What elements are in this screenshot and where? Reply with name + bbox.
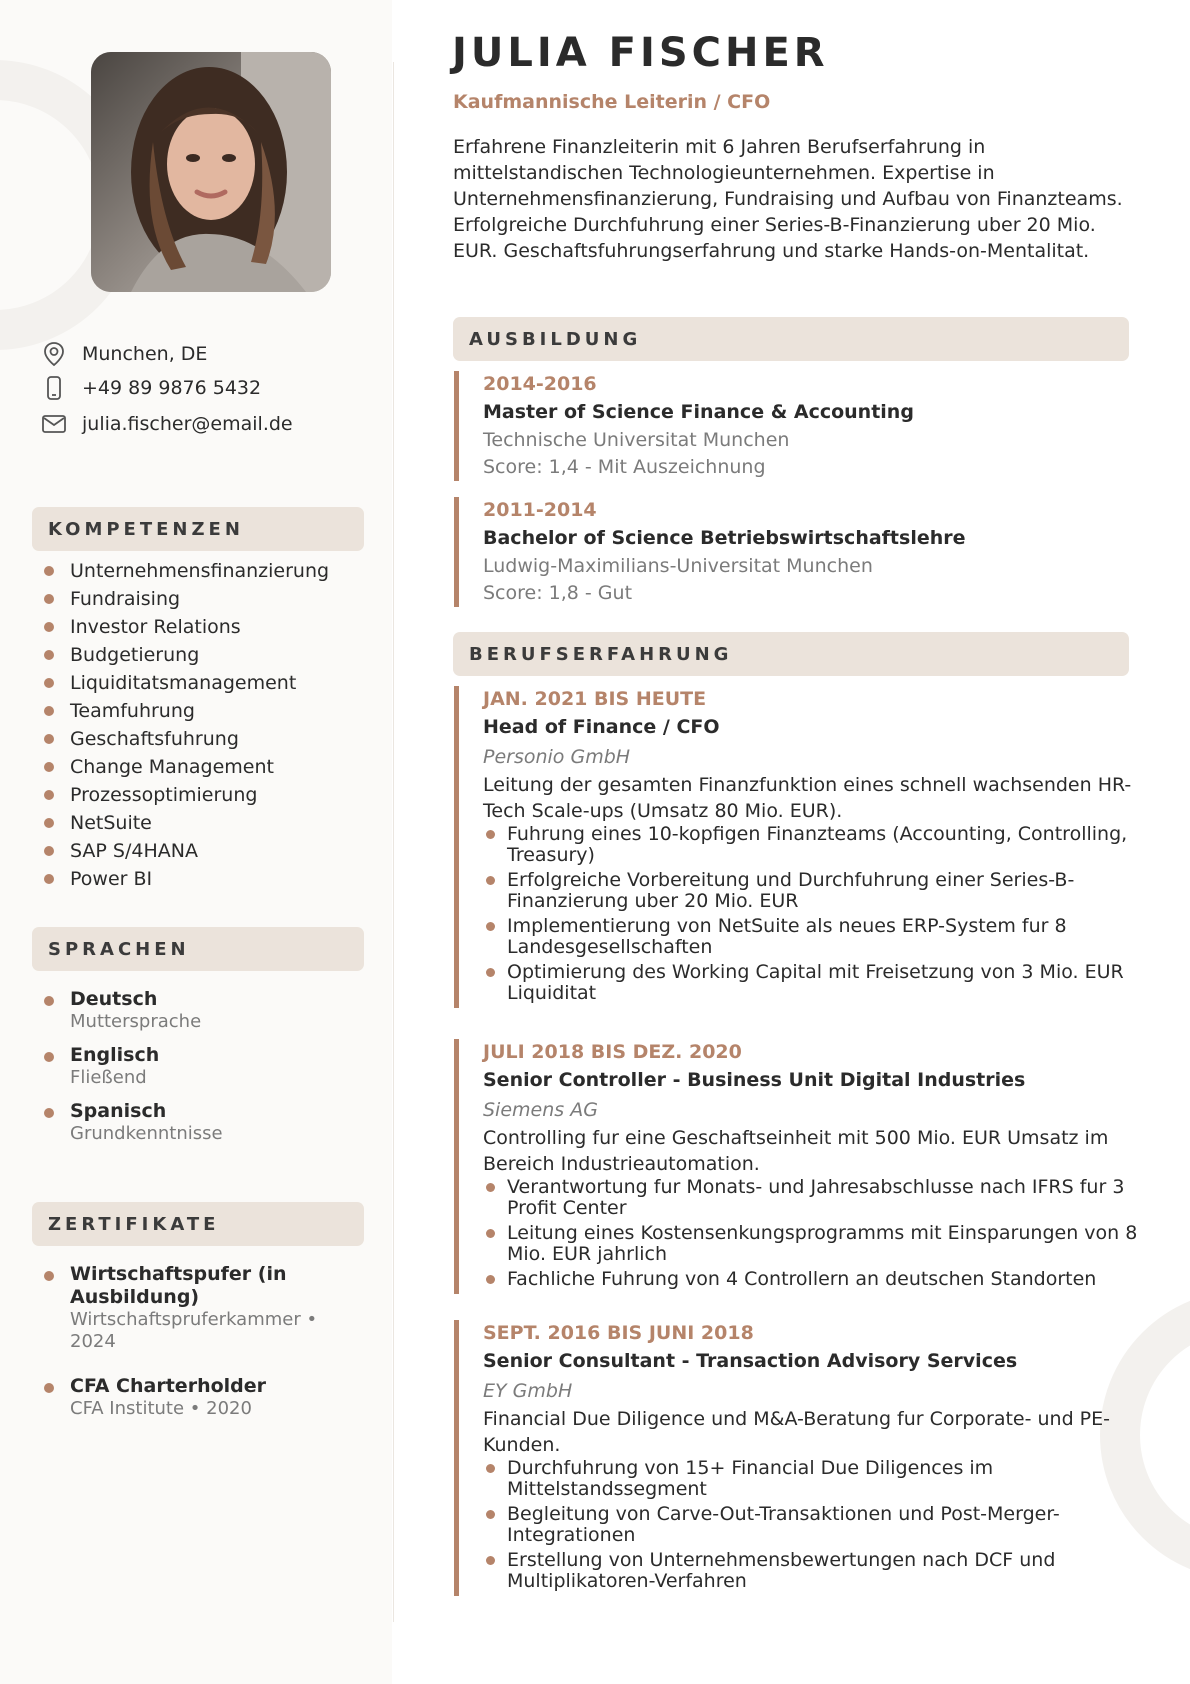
- bullet-dot: [44, 1108, 54, 1118]
- experience-heading: BERUFSERFAHRUNG: [453, 632, 1129, 676]
- job-date: SEPT. 2016 BIS JUNI 2018: [483, 1322, 754, 1344]
- job-bullet-text: Begleitung von Carve-Out-Transaktionen und Post-Merger-Integrationen: [507, 1503, 1060, 1546]
- profile-summary: Erfahrene Finanzleiterin mit 6 Jahren Berufserfahrung in mittelstandischen Technologieunternehmen. Expertise in Unternehmensfinanzierung, Fundraising und Aufbau von Finanzteams. Erfolgreiche Durchfuhrung einer Series-B-Finanzierung uber 20 Mio. EUR. Geschaftsfuhrungserfahrung und starke Hands-on-Mentalitat.: [453, 136, 1123, 262]
- experience-entry: [454, 1320, 1144, 1596]
- bullet-dot: [44, 650, 54, 660]
- job-bullets: [483, 1458, 1144, 1592]
- bullet-dot: [44, 818, 54, 828]
- profile-photo: [91, 52, 331, 292]
- skill-item: [44, 809, 389, 837]
- language-name: Spanisch: [70, 1100, 167, 1122]
- job-bullet: [483, 1177, 1144, 1219]
- bullet-dot: [486, 1183, 495, 1192]
- skills-heading: KOMPETENZEN: [32, 507, 364, 551]
- job-description: Leitung der gesamten Finanzfunktion eines schnell wachsenden HR-Tech Scale-ups (Umsatz 80 Mio. EUR).: [483, 774, 1132, 822]
- experience-entry: [454, 1039, 1144, 1294]
- person-name: JULIA FISCHER: [452, 30, 829, 76]
- bullet-dot: [44, 706, 54, 716]
- language-name: Englisch: [70, 1044, 160, 1066]
- skill-item: [44, 725, 389, 753]
- column-divider: [393, 62, 394, 1622]
- job-description: Financial Due Diligence und M&A-Beratung fur Corporate- und PE-Kunden.: [483, 1408, 1110, 1456]
- job-bullet-text: Leitung eines Kostensenkungsprogramms mit Einsparungen von 8 Mio. EUR jahrlich: [507, 1222, 1138, 1265]
- job-bullet: [483, 1269, 1144, 1290]
- language-level: Muttersprache: [70, 1011, 202, 1032]
- job-date: JULI 2018 BIS DEZ. 2020: [483, 1041, 742, 1063]
- skill-item: [44, 753, 389, 781]
- contact-email: [40, 410, 380, 438]
- certificate-item: [44, 1375, 344, 1420]
- bullet-dot: [44, 1052, 54, 1062]
- bullet-dot: [44, 594, 54, 604]
- skill-item: [44, 641, 389, 669]
- person-role: Kaufmannische Leiterin / CFO: [453, 91, 771, 113]
- skill-item: [44, 585, 389, 613]
- education-score: Score: 1,4 - Mit Auszeichnung: [483, 456, 766, 478]
- bullet-dot: [44, 678, 54, 688]
- skill-label: Prozessoptimierung: [70, 784, 258, 806]
- job-title: Head of Finance / CFO: [483, 716, 720, 738]
- education-heading: AUSBILDUNG: [453, 317, 1129, 361]
- job-bullet: [483, 916, 1144, 958]
- bullet-dot: [486, 922, 495, 931]
- bullet-dot: [486, 1556, 495, 1565]
- job-bullet-text: Fuhrung eines 10-kopfigen Finanzteams (Accounting, Controlling, Treasury): [507, 823, 1128, 866]
- job-bullet-text: Optimierung des Working Capital mit Freisetzung von 3 Mio. EUR Liquiditat: [507, 961, 1124, 1004]
- skill-label: Power BI: [70, 868, 153, 890]
- location-text: Munchen, DE: [82, 343, 208, 365]
- skill-item: [44, 781, 389, 809]
- job-bullet-text: Erstellung von Unternehmensbewertungen nach DCF und Multiplikatoren-Verfahren: [507, 1549, 1056, 1592]
- mail-icon: [40, 410, 68, 438]
- job-bullet-text: Implementierung von NetSuite als neues ERP-System fur 8 Landesgesellschaften: [507, 915, 1067, 958]
- job-date: JAN. 2021 BIS HEUTE: [483, 688, 707, 710]
- job-bullet: [483, 824, 1144, 866]
- bullet-dot: [44, 1271, 54, 1281]
- job-company: Personio GmbH: [483, 746, 631, 768]
- email-link[interactable]: julia.fischer@email.de: [82, 413, 293, 435]
- language-item: [44, 1100, 384, 1145]
- bullet-dot: [486, 1510, 495, 1519]
- job-company: EY GmbH: [483, 1380, 573, 1402]
- skills-list: [44, 557, 389, 893]
- skill-label: NetSuite: [70, 812, 152, 834]
- education-date: 2011-2014: [483, 499, 597, 521]
- job-bullet: [483, 1504, 1144, 1546]
- skill-label: Fundraising: [70, 588, 181, 610]
- skill-label: Liquiditatsmanagement: [70, 672, 297, 694]
- phone-text: +49 89 9876 5432: [82, 377, 262, 399]
- education-date: 2014-2016: [483, 373, 597, 395]
- skill-label: Budgetierung: [70, 644, 200, 666]
- bullet-dot: [486, 1464, 495, 1473]
- skill-label: SAP S/4HANA: [70, 840, 198, 862]
- languages-heading: SPRACHEN: [32, 927, 364, 971]
- skill-label: Teamfuhrung: [70, 700, 195, 722]
- job-description: Controlling fur eine Geschaftseinheit mit 500 Mio. EUR Umsatz im Bereich Industrieautomation.: [483, 1127, 1109, 1175]
- skill-item: [44, 669, 389, 697]
- job-bullet-text: Durchfuhrung von 15+ Financial Due Diligences im Mittelstandssegment: [507, 1457, 994, 1500]
- bullet-dot: [486, 968, 495, 977]
- bullet-dot: [44, 1383, 54, 1393]
- education-degree: Bachelor of Science Betriebswirtschaftslehre: [483, 527, 966, 549]
- education-institution: Technische Universitat Munchen: [483, 429, 790, 451]
- skill-item: [44, 613, 389, 641]
- certificate-meta: Wirtschaftspruferkammer • 2024: [70, 1309, 318, 1352]
- job-bullet: [483, 870, 1144, 912]
- skill-item: [44, 557, 389, 585]
- experience-entry: [454, 686, 1144, 1008]
- job-bullet: [483, 1550, 1144, 1592]
- skill-label: Change Management: [70, 756, 274, 778]
- bullet-dot: [44, 762, 54, 772]
- bullet-dot: [44, 846, 54, 856]
- language-item: [44, 1044, 384, 1089]
- contact-phone: [40, 374, 380, 402]
- job-bullet-text: Erfolgreiche Vorbereitung und Durchfuhrung einer Series-B-Finanzierung uber 20 Mio. EUR: [507, 869, 1075, 912]
- bullet-dot: [486, 830, 495, 839]
- skill-item: [44, 865, 389, 893]
- language-level: Grundkenntnisse: [70, 1123, 223, 1144]
- job-bullets: [483, 824, 1144, 1004]
- certificates-heading: ZERTIFIKATE: [32, 1202, 364, 1246]
- bullet-dot: [44, 622, 54, 632]
- certificate-meta: CFA Institute • 2020: [70, 1398, 252, 1419]
- language-name: Deutsch: [70, 988, 158, 1010]
- certificate-name: CFA Charterholder: [70, 1375, 267, 1397]
- education-institution: Ludwig-Maximilians-Universitat Munchen: [483, 555, 873, 577]
- job-title: Senior Controller - Business Unit Digital Industries: [483, 1069, 1026, 1091]
- location-pin-icon: [40, 340, 68, 368]
- phone-icon: [40, 374, 68, 402]
- certificate-item: [44, 1263, 344, 1353]
- bullet-dot: [44, 566, 54, 576]
- education-entry: [454, 497, 1144, 607]
- education-score: Score: 1,8 - Gut: [483, 582, 633, 604]
- bullet-dot: [486, 1229, 495, 1238]
- job-bullet: [483, 1458, 1144, 1500]
- job-bullet: [483, 1223, 1144, 1265]
- bullet-dot: [44, 996, 54, 1006]
- job-bullet: [483, 962, 1144, 1004]
- profile-photo-illustration: [91, 52, 331, 292]
- bullet-dot: [44, 874, 54, 884]
- education-entry: [454, 371, 1144, 481]
- job-company: Siemens AG: [483, 1099, 598, 1121]
- contact-location: [40, 340, 380, 368]
- education-degree: Master of Science Finance & Accounting: [483, 401, 914, 423]
- bullet-dot: [486, 876, 495, 885]
- language-level: Fließend: [70, 1067, 147, 1088]
- language-item: [44, 988, 384, 1033]
- job-bullet-text: Verantwortung fur Monats- und Jahresabschlusse nach IFRS fur 3 Profit Center: [507, 1176, 1125, 1219]
- skill-label: Investor Relations: [70, 616, 241, 638]
- job-title: Senior Consultant - Transaction Advisory Services: [483, 1350, 1018, 1372]
- skill-item: [44, 697, 389, 725]
- bullet-dot: [44, 734, 54, 744]
- skill-item: [44, 837, 389, 865]
- bullet-dot: [486, 1275, 495, 1284]
- job-bullet-text: Fachliche Fuhrung von 4 Controllern an deutschen Standorten: [507, 1268, 1097, 1290]
- certificate-name: Wirtschaftspufer (in Ausbildung): [70, 1263, 287, 1308]
- skill-label: Geschaftsfuhrung: [70, 728, 239, 750]
- skill-label: Unternehmensfinanzierung: [70, 560, 330, 582]
- bullet-dot: [44, 790, 54, 800]
- job-bullets: [483, 1177, 1144, 1290]
